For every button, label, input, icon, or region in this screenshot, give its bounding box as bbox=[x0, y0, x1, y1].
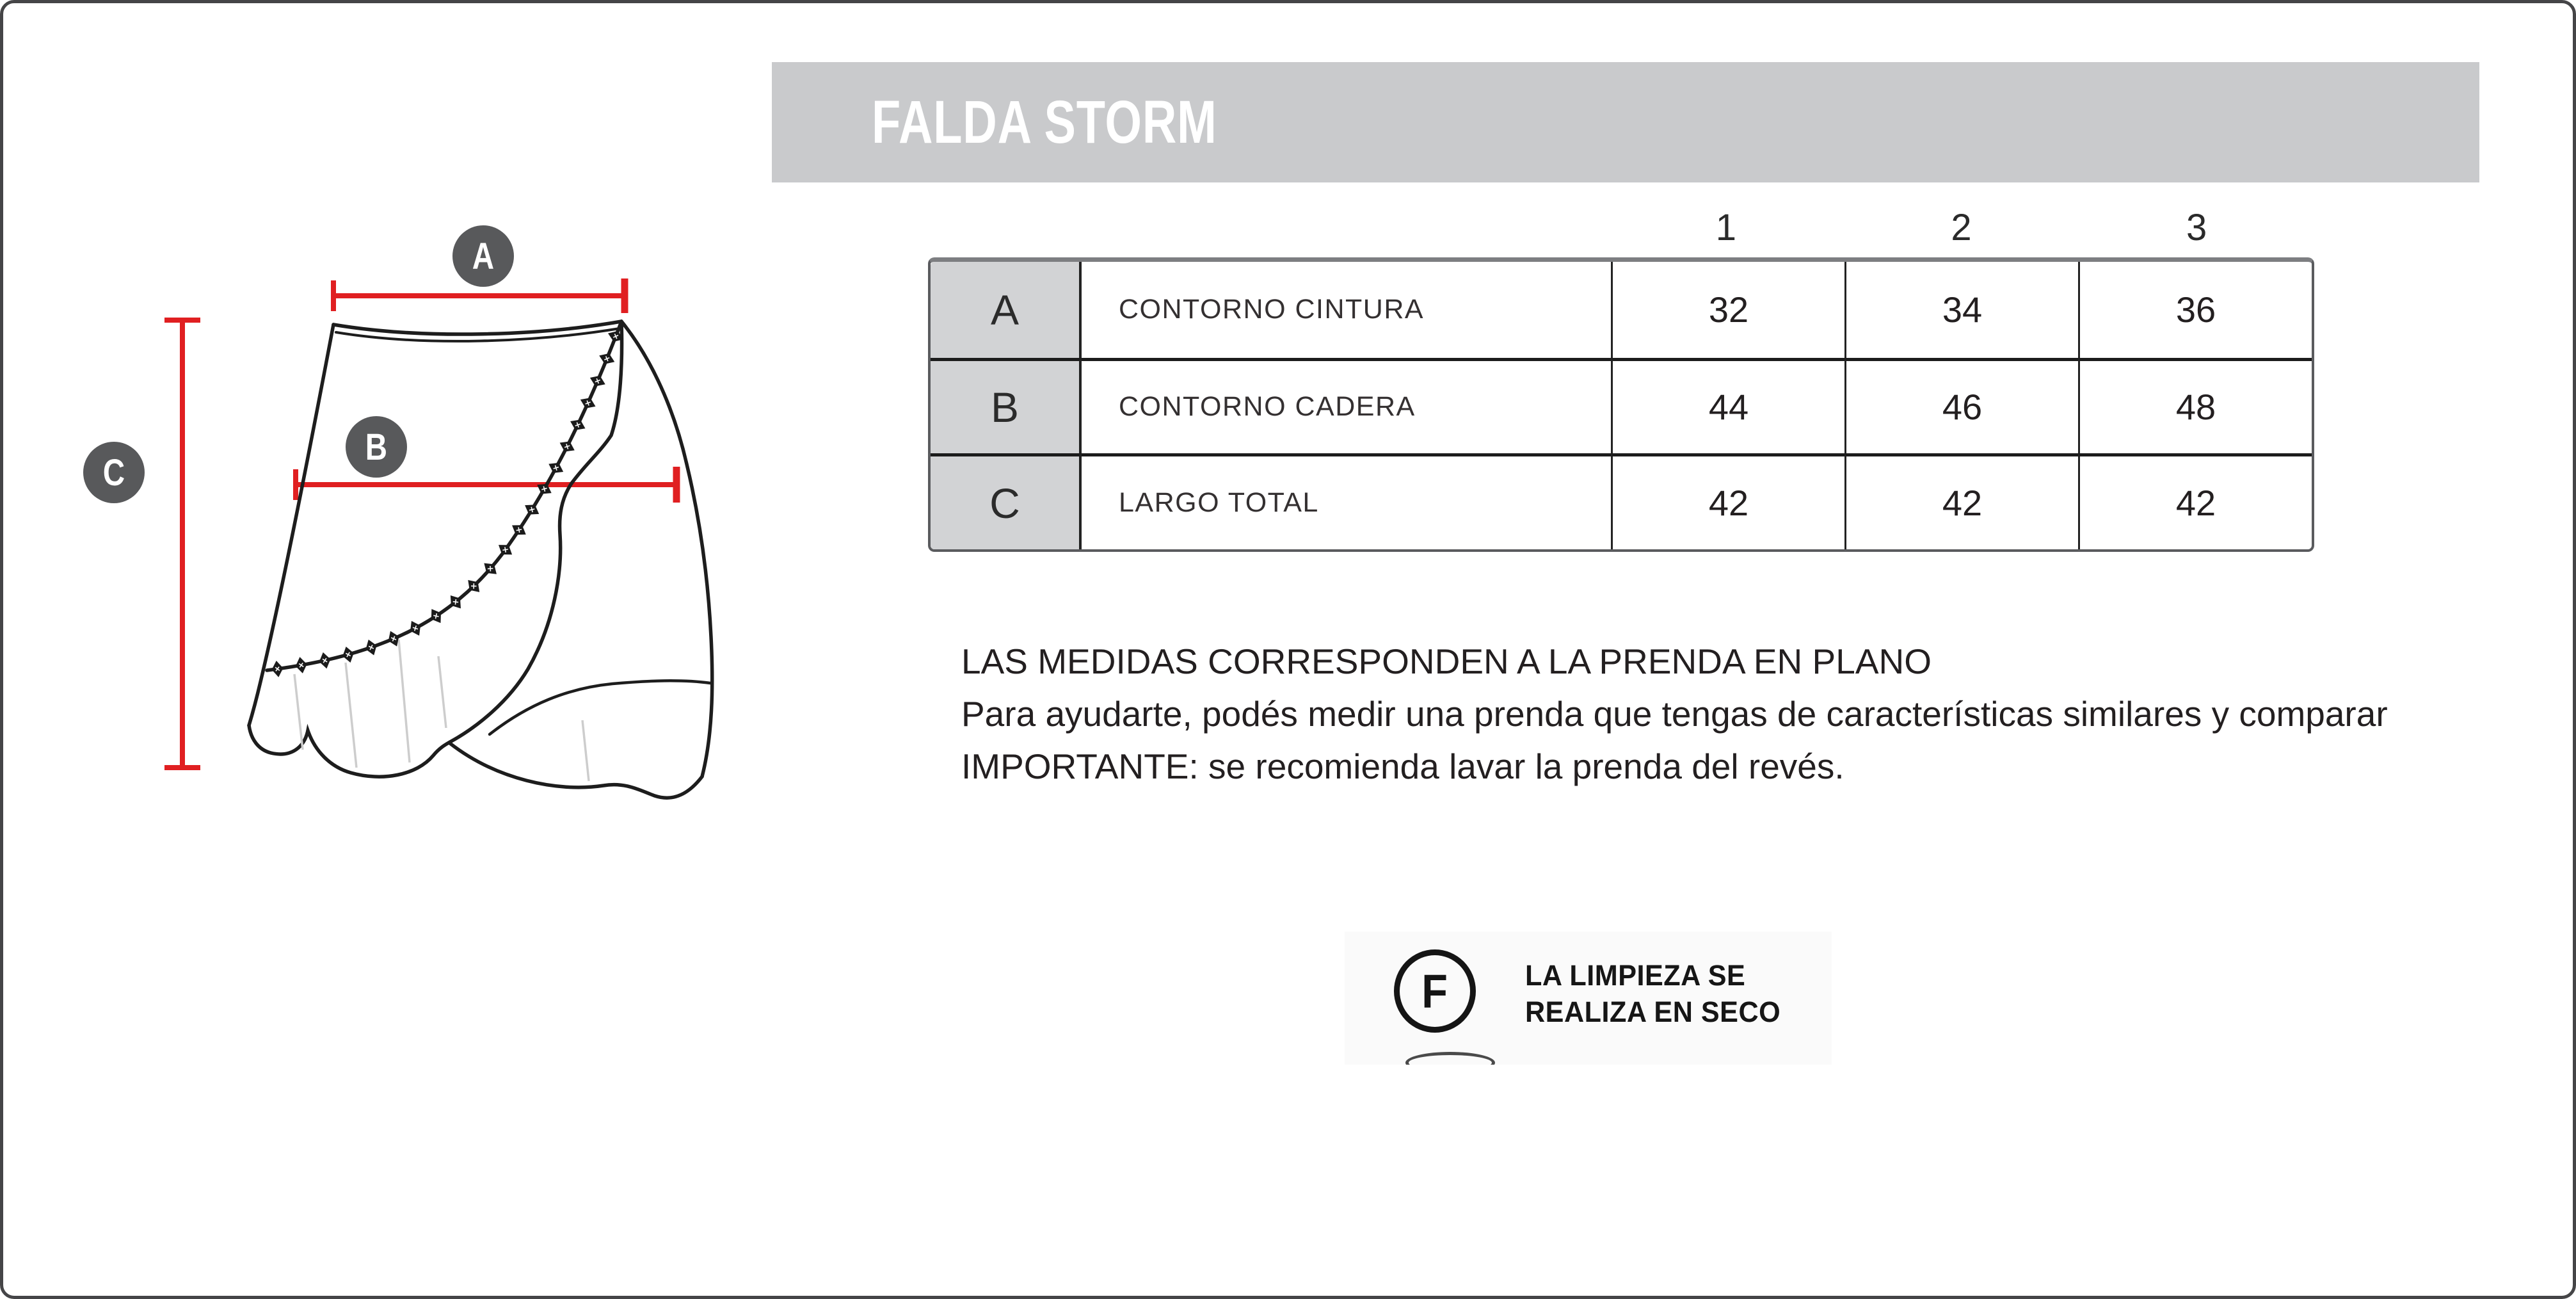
row-letter: A bbox=[931, 262, 1082, 358]
marker-a-label: A bbox=[472, 235, 495, 277]
row-label: CONTORNO CADERA bbox=[1082, 358, 1611, 454]
right-seam bbox=[621, 321, 712, 777]
fold-lines bbox=[294, 640, 589, 781]
fold-line bbox=[438, 656, 446, 728]
cropped-icon-fragment bbox=[1405, 1052, 1495, 1065]
care-label-line-2: REALIZA EN SECO bbox=[1525, 996, 1781, 1028]
size-column-headers bbox=[1608, 207, 2314, 253]
fold-line bbox=[346, 663, 356, 768]
marker-c-badge bbox=[83, 442, 145, 503]
measure-lines bbox=[164, 278, 676, 768]
row-label: LARGO TOTAL bbox=[1082, 453, 1611, 549]
skirt-diagram bbox=[80, 214, 784, 842]
studded-seam bbox=[267, 321, 621, 670]
skirt-outline bbox=[249, 321, 712, 798]
measurement-value: 48 bbox=[2078, 358, 2312, 454]
marker-b-badge bbox=[346, 416, 407, 478]
size-header-2: 2 bbox=[1951, 207, 1972, 248]
marker-a-badge bbox=[452, 225, 514, 287]
measurement-value: 34 bbox=[1844, 262, 2078, 358]
row-letter: B bbox=[931, 358, 1082, 454]
measurement-value: 36 bbox=[2078, 262, 2312, 358]
header-bar bbox=[772, 62, 2479, 182]
care-label bbox=[1525, 957, 1780, 1030]
measurement-value: 46 bbox=[1844, 358, 2078, 454]
fold-line bbox=[582, 720, 589, 781]
front-ruffle-hem bbox=[249, 725, 450, 777]
care-instructions bbox=[1345, 932, 1832, 1065]
care-label-line-1: LA LIMPIEZA SE bbox=[1525, 959, 1746, 992]
under-ruffle-seam bbox=[490, 681, 710, 734]
measurement-value: 32 bbox=[1611, 262, 1844, 358]
measurements-table bbox=[928, 257, 2314, 552]
dry-clean-letter: F bbox=[1421, 964, 1448, 1018]
waistband-outer bbox=[333, 321, 621, 334]
size-header-1: 1 bbox=[1715, 207, 1736, 248]
measurement-value: 42 bbox=[1844, 453, 2078, 549]
note-line-1: LAS MEDIDAS CORRESPONDEN A LA PRENDA EN PLANO bbox=[961, 641, 1932, 681]
measurement-value: 42 bbox=[1611, 453, 1844, 549]
note-line-3: IMPORTANTE: se recomienda lavar la prenda del revés. bbox=[961, 746, 1844, 786]
row-label: CONTORNO CINTURA bbox=[1119, 294, 1425, 325]
fold-line bbox=[399, 640, 410, 762]
row-letter: C bbox=[931, 453, 1082, 549]
under-layer-hem bbox=[450, 743, 702, 798]
measurement-notes bbox=[961, 635, 2536, 793]
marker-b-label: B bbox=[365, 426, 388, 468]
marker-c-label: C bbox=[102, 451, 125, 494]
note-line-2: Para ayudarte, podés medir una prenda que tengas de características similares y comparar bbox=[961, 694, 2388, 734]
measurement-value: 42 bbox=[2078, 453, 2312, 549]
page-title: FALDA STORM bbox=[872, 88, 1217, 156]
dry-clean-icon bbox=[1394, 949, 1476, 1033]
fold-line bbox=[294, 674, 303, 750]
size-header-3: 3 bbox=[2186, 207, 2207, 248]
measurement-value: 44 bbox=[1611, 358, 1844, 454]
